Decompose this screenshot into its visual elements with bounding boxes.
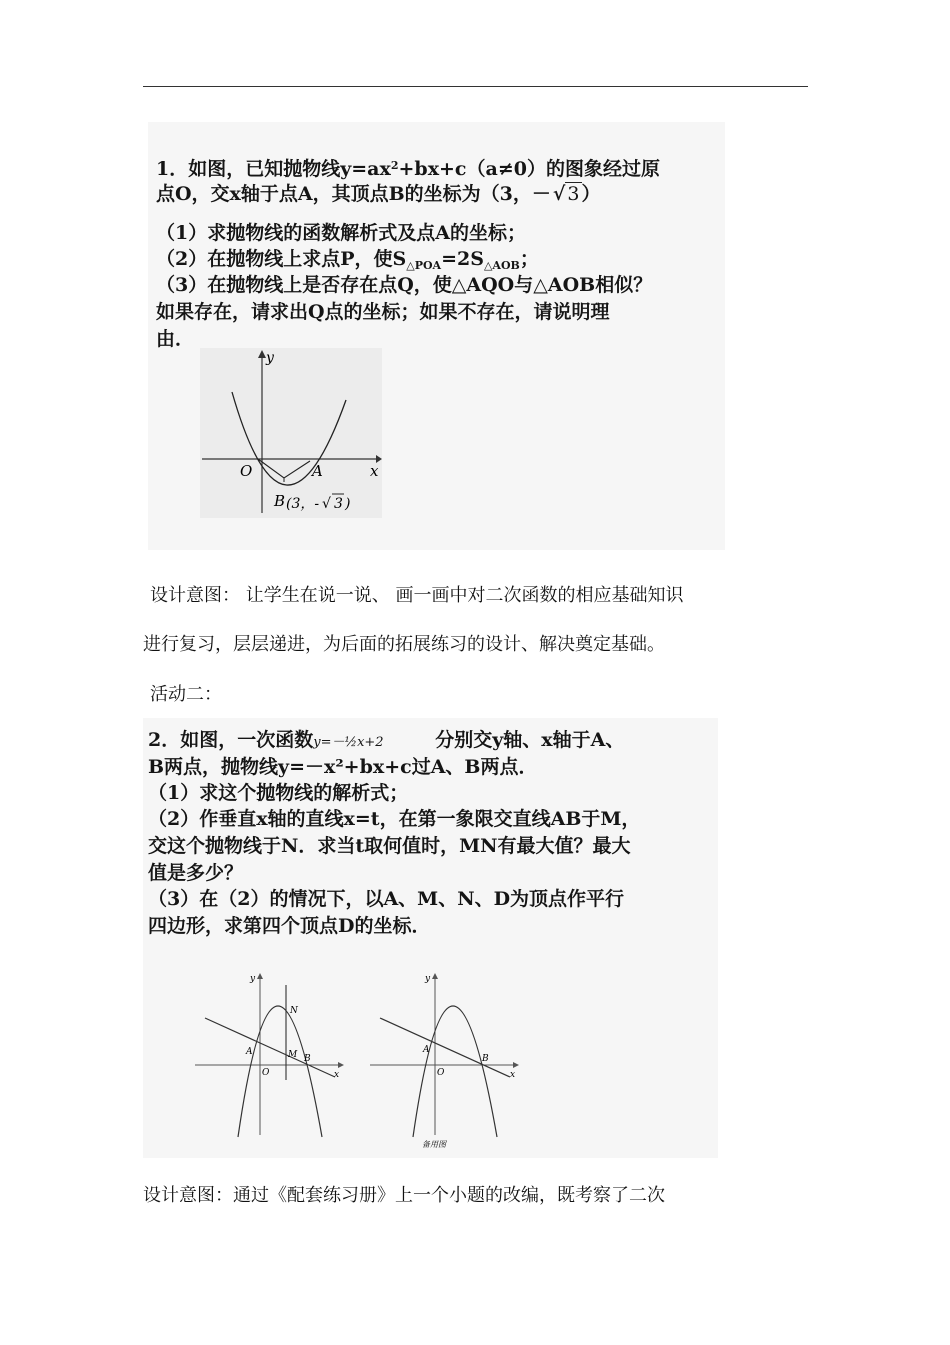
problem-2-question-2-cont: 交这个抛物线于N．求当t取何值时，MN有最大值？最大 xyxy=(148,835,631,857)
figure-2-label-y: y xyxy=(250,974,256,984)
problem-1-question-3-end: 由． xyxy=(156,328,195,350)
figure-2-label-o: O xyxy=(262,1068,270,1078)
figure-2-label-a: A xyxy=(246,1047,253,1057)
problem-1-question-1: （1）求抛物线的函数解析式及点A的坐标； xyxy=(156,222,526,244)
figure-1-label-o: O xyxy=(240,462,253,480)
figure-2b-label-b: B xyxy=(482,1054,489,1064)
design-intent-1-line-2: 进行复习，层层递进，为后面的拓展练习的设计、解决奠定基础。 xyxy=(143,634,665,655)
figure-2b-label-o: O xyxy=(437,1068,445,1078)
parabola-figure-2 xyxy=(190,965,535,1155)
design-intent-1-line-1: 设计意图： 让学生在说一说、 画一画中对二次函数的相应基础知识 xyxy=(150,585,684,606)
figure-1-coord-a: (3，- xyxy=(286,496,320,512)
problem-2-question-2-end: 值是多少？ xyxy=(148,862,244,884)
problem-1-line-1: 1．如图，已知抛物线$y=ax^2+bx+c(a\ne 0)$的图象经过原 xyxy=(156,158,660,180)
figure-2-backup-graph xyxy=(370,973,519,1149)
figure-2-label-m: M xyxy=(288,1050,298,1060)
problem-1-question-3-cont: 如果存在，请求出Q点的坐标；如果不存在，请说明理 xyxy=(156,301,610,323)
linear-function-formula: y=－½x+2 xyxy=(313,735,384,750)
sqrt-symbol: √ 3 xyxy=(552,183,580,205)
problem-2-question-2: （2）作垂直x轴的直线x=t，在第一象限交直线AB于M， xyxy=(148,808,641,830)
problem-2-question-3-cont: 四边形，求第四个顶点D的坐标． xyxy=(148,915,431,937)
figure-2-label-x: x xyxy=(334,1070,340,1080)
parabola-figure-1 xyxy=(200,348,382,518)
figure-2-main-graph xyxy=(195,973,344,1137)
problem-2-question-3: （3）在（2）的情况下，以A、M、N、D为顶点作平行 xyxy=(148,888,625,910)
problem-2-question-1: （1）求这个抛物线的解析式； xyxy=(148,782,409,804)
figure-1-label-y: y xyxy=(266,350,274,366)
figure-1-label-x: x xyxy=(370,462,379,480)
figure-1-label-b: B xyxy=(274,492,286,510)
figure-2-label-n: N xyxy=(290,1006,298,1016)
problem-1-line-2: 点O，交x轴于点A，其顶点B的坐标为（3，－ √ 3 ） xyxy=(156,183,601,205)
figure-2-label-b: B xyxy=(304,1054,311,1064)
figure-2b-label-x: x xyxy=(510,1070,516,1080)
figure-2b-label-y: y xyxy=(425,974,431,984)
problem-1-question-3: （3）在抛物线上是否存在点Q，使△AQO与△AOB相似？ xyxy=(156,274,653,296)
activity-2-heading: 活动二： xyxy=(150,684,222,705)
figure-1-label-a: A xyxy=(312,462,323,480)
problem-2-line-2: B两点，抛物线y=－x²+bx+c过A、B两点． xyxy=(148,756,538,778)
figure-1-root: 3 xyxy=(334,496,343,512)
header-rule xyxy=(143,86,808,87)
figure-1-sqrt-sign: √ xyxy=(322,496,331,512)
figure-2-caption: 备用图 xyxy=(422,1140,446,1149)
design-intent-2-line-1: 设计意图：通过《配套练习册》上一个小题的改编，既考察了二次 xyxy=(143,1185,665,1206)
problem-1-question-2: （2）在抛物线上求点P，使$S_{\triangle POA}=2S_{\triangle AOB}$； xyxy=(156,248,539,272)
figure-1-coord-b: ) xyxy=(345,496,351,512)
problem-2-line-1: 2．如图，一次函数y=－½x+2 分别交y轴、x轴于A、 xyxy=(148,727,624,756)
figure-2b-label-a: A xyxy=(423,1045,430,1055)
